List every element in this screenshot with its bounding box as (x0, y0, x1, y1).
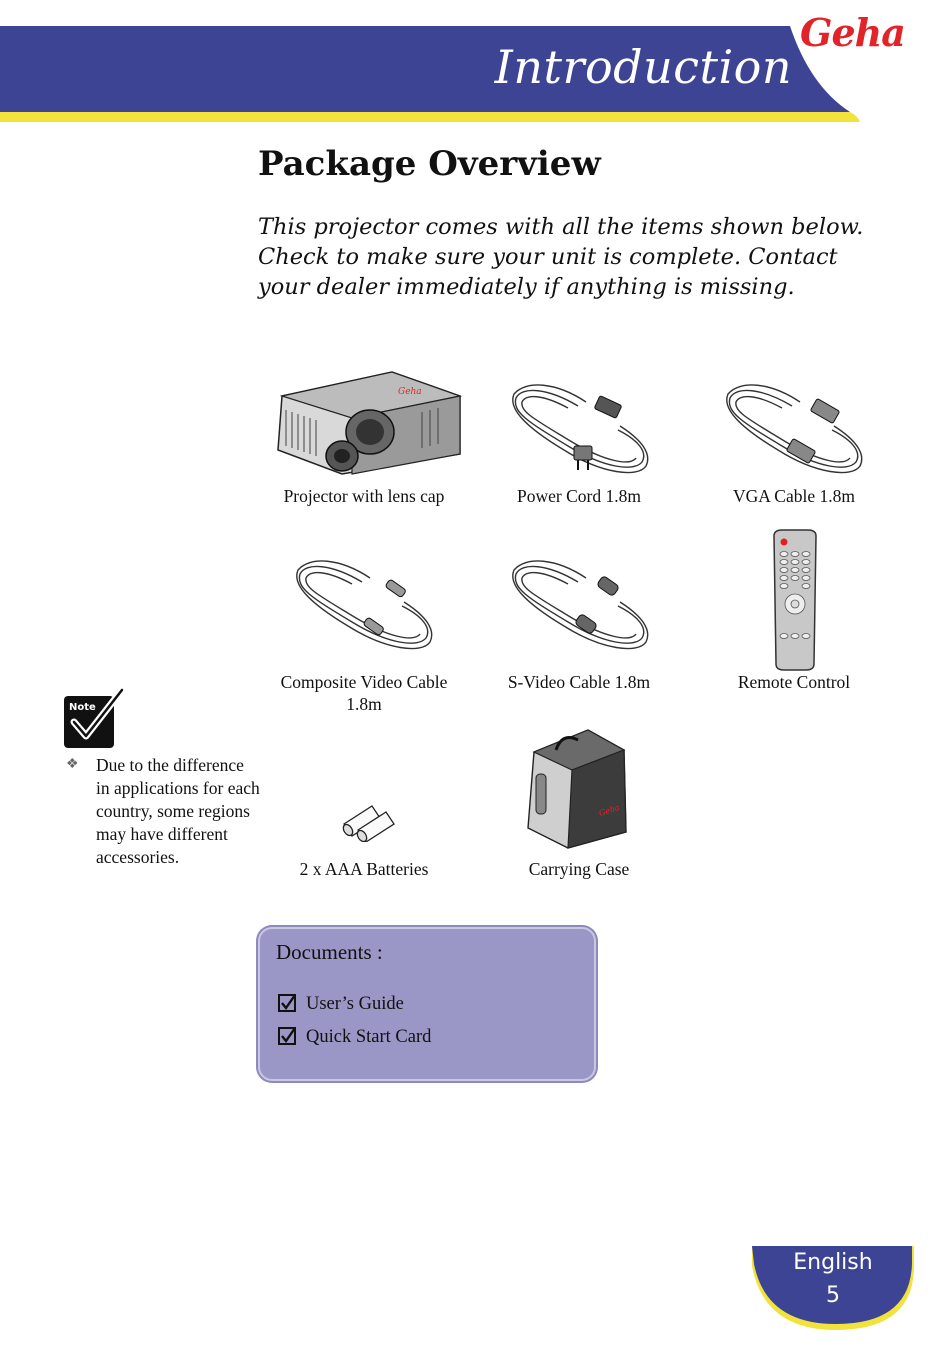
page-number: 5 (826, 1283, 840, 1308)
svg-text:Note: Note (69, 702, 96, 713)
carrying-case-image (522, 724, 628, 850)
document-label: Quick Start Card (306, 1027, 432, 1047)
footer-language: English (793, 1250, 873, 1275)
item-label: Projector with lens cap (283, 486, 445, 506)
remote-control-image (770, 528, 820, 672)
note-bullet-icon: ❖ (66, 756, 79, 772)
note-check-icon (64, 688, 126, 750)
item-label: Carrying Case (528, 859, 630, 879)
page-header-title: Introduction (494, 40, 792, 94)
document-label: User’s Guide (306, 994, 404, 1014)
documents-title: Documents : (276, 940, 383, 964)
item-label: VGA Cable 1.8m (732, 486, 855, 506)
svideo-cable-image (508, 554, 650, 654)
brand-logo: Geha (800, 10, 905, 55)
document-item (278, 1027, 431, 1048)
svg-text:Geha: Geha (398, 387, 422, 397)
vga-cable-image (722, 378, 864, 478)
item-label: Composite Video Cable 1.8m (280, 672, 448, 714)
section-title: Package Overview (258, 144, 601, 184)
item-label: 2 x AAA Batteries (299, 859, 429, 879)
projector-image (272, 366, 462, 478)
checkbox-checked-icon (278, 1027, 296, 1045)
intro-paragraph: This projector comes with all the items shown below. Check to make sure your unit is complete. Contact your dealer immediately if anything is missing. (258, 214, 864, 300)
checkbox-checked-icon (278, 994, 296, 1012)
composite-cable-image (292, 554, 434, 654)
item-label: Remote Control (737, 672, 851, 692)
item-label: Power Cord 1.8m (517, 486, 641, 506)
power-cord-image (508, 378, 650, 478)
note-text: Due to the difference in applications for each country, some regions may have different accessories. (96, 755, 260, 867)
document-item (278, 994, 404, 1015)
item-label: S-Video Cable 1.8m (507, 672, 651, 692)
svg-text:Geha: Geha (597, 802, 621, 818)
batteries-image (338, 802, 398, 842)
